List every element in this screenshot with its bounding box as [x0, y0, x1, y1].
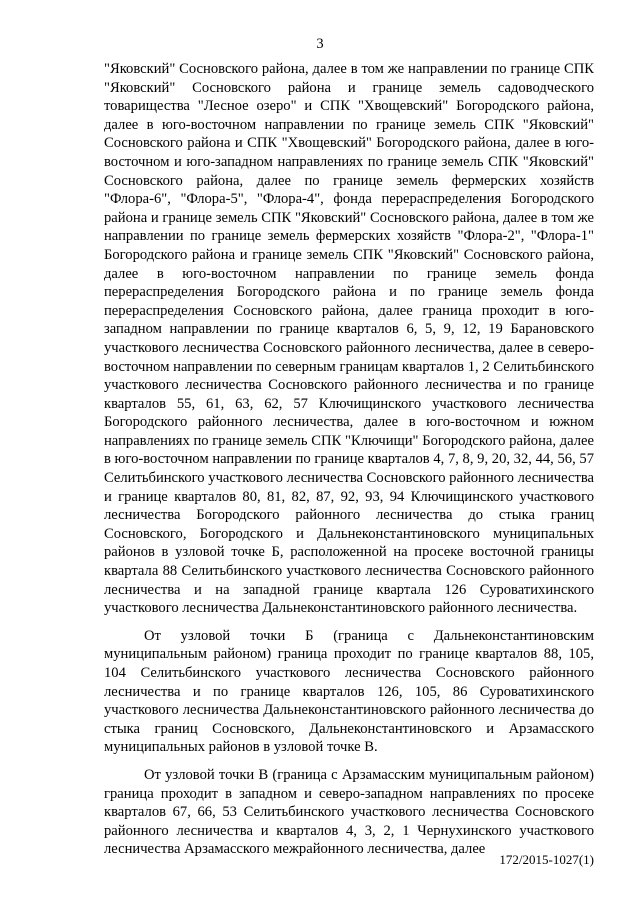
document-code: 172/2015-1027(1) [499, 852, 594, 867]
page-number: 3 [316, 36, 324, 52]
paragraph-continuation: "Яковский" Сосновского района, далее в том же направлении по границе СПК "Яковский" Сосновского района и границе земель садоводческого товарищества "Лесное озеро" и СПК "Хвощевский" Богородского района, далее в юго-восточном направлении по границе земель СПК "Яковский" Сосновского района и СПК "Хвощевский" Богородского района, далее в юго-восточном и юго-западном направлениях по границе земель СПК "Яковский" Сосновского района, далее по границе земель фермерских хозяйств "Флора-6", "Флора-5", "Флора-4", фонда перераспределения Богородского района и границе земель СПК "Яковский" Сосновского района, далее в том же направлении по границе земель фермерских хозяйств "Флора-2", "Флора-1" Богородского района и границе земель СПК "Яковский" Сосновского района, далее в юго-восточном направлении по границе земель фонда перераспределения Богородского района и по границе земель фонда перераспределения Сосновского района, далее граница проходит в юго-западном направлении по границе кварталов 6, 5, 9, 12, 19 Барановского участкового лесничества Сосновского районного лесничества, далее в северо-восточном направлении по северным границам кварталов 1, 2 Селитьбинского участкового лесничества Сосновского районного лесничества и по границе кварталов 55, 61, 63, 62, 57 Ключищинского участкового лесничества Богородского районного лесничества, далее в юго-восточном и южном направлениях по границе земель СПК "Ключищи" Богородского района, далее в юго-восточном направлении по границе кварталов 4, 7, 8, 9, 20, 32, 44, 56, 57 Селитьбинского участкового лесничества Сосновского районного лесничества и границе кварталов 80, 81, 82, 87, 92, 93, 94 Ключищинского участкового лесничества Богородского районного лесничества до стыка границ Сосновского, Богородского и Дальнеконстантиновского муниципальных районов в узловой точке Б, расположенной на просеке восточной границы квартала 88 Селитьбинского участкового лесничества Сосновского районного лесничества и на западной границе квартала 126 Суроватихинского участкового лесничества Дальнеконстантиновского районного лесничества. [104, 61, 594, 617]
paragraph-point-b: От узловой точки Б (граница с Дальнеконстантиновским муниципальным районом) граница проходит по границе кварталов 88, 105, 104 Селитьбинского участкового лесничества Сосновского районного лесничества и по границе кварталов 126, 105, 86 Суроватихинского участкового лесничества Дальнеконстантиновского районного лесничества до стыка границ Сосновского, Дальнеконстантиновского и Арзамасского муниципальных районов в узловой точке В. [104, 627, 594, 756]
paragraph-point-v: От узловой точки В (граница с Арзамасским муниципальным районом) граница проходит в западном и северо-западном направлениях по просеке кварталов 67, 66, 53 Селитьбинского участкового лесничества Сосновского районного лесничества и кварталов 4, 3, 2, 1 Чернухинского участкового лесничества Арзамасского межрайонного лесничества, далее [104, 766, 594, 858]
document-body [104, 60, 594, 859]
